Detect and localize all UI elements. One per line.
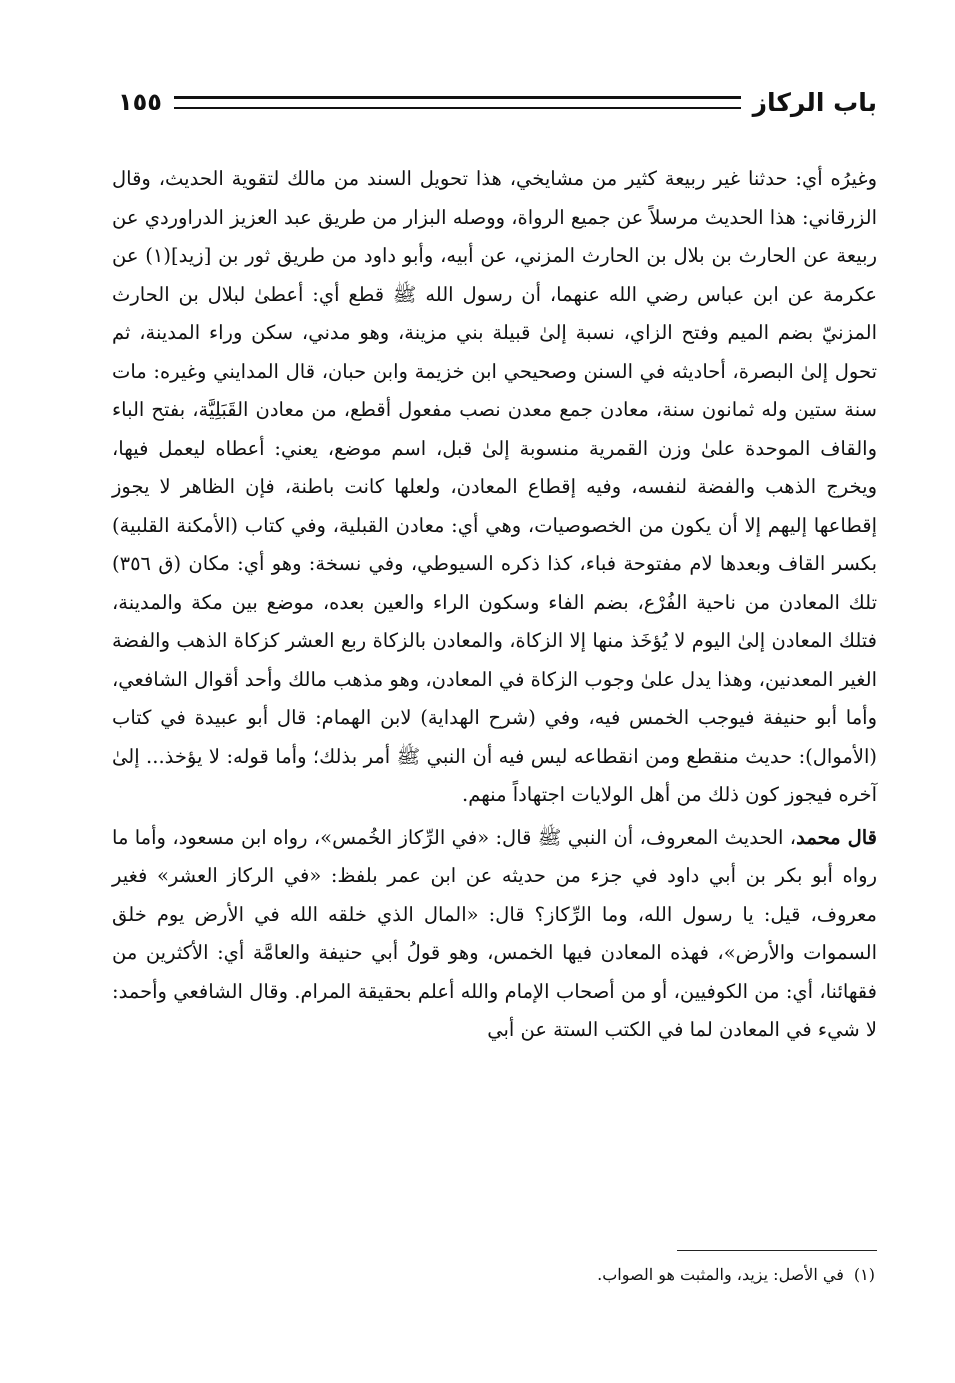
- paragraph-commentary: وغيرُه أي: حدثنا غير ربيعة كثير من مشايخي، هذا تحويل السند من مالك لتقوية الحديث، وقال الزرقاني: هذا الحديث مرسلاً عن جميع الرواة، ووصله البزار من طريق عبد العزيز الدراوردي عن ربيعة عن الحارث بن بلال بن الحارث المزني، عن أبيه، وأبو داود من طريق ثور بن [زيد](١) عن عكرمة عن ابن عباس رضي الله عنهما، أن رسول الله ﷺ قطع أي: أعطىٰ لبلال بن الحارث المزنيّ بضم الميم وفتح الزاي، نسبة إلىٰ قبيلة بني مزينة، وهو مدني، سكن وراء المدينة، ثم تحول إلىٰ البصرة، أحاديثه في السنن وصحيحي ابن خزيمة وابن حبان، قال المدايني وغيره: مات سنة ستين وله ثمانون سنة، معادن جمع معدن نصب مفعول أقطع، من معادن القَبَلِيَّة، بفتح الباء والقاف الموحدة علىٰ وزن القمرية منسوبة إلىٰ قبل، اسم موضع، يعني: أعطاه ليعمل فيها، ويخرج الذهب والفضة لنفسه، وفيه إقطاع المعادن، ولعلها كانت باطنة، فإن الظاهر لا يجوز إقطاعها إليهم إلا أن يكون من الخصوصيات، وهي أي: معادن القبلية، وفي كتاب (الأمكنة القلبية) بكسر القاف وبعدها لام مفتوحة فباء، كذا ذكره السيوطي، وفي نسخة: وهو أي: مكان (ق ٣٥٦) تلك المعادن من ناحية الفُرْع، بضم الفاء وسكون الراء والعين بعده، موضع بين مكة والمدينة، فتلك المعادن إلىٰ اليوم لا يُؤخَذ منها إلا الزكاة، والمعادن بالزكاة ربع العشر كزكاة الذهب والفضة الغير المعدنين، وهذا يدل علىٰ وجوب الزكاة في المعادن، وهو مذهب مالك وأحد أقوال الشافعي، وأما أبو حنيفة فيوجب الخمس فيه، وفي (شرح الهداية) لابن الهمام: قال أبو عبيدة في كتاب (الأموال): حديث منقطع ومن انقطاعه ليس فيه أن النبي ﷺ أمر بذلك؛ وأما قوله: لا يؤخذ... إلىٰ آخره فيجوز كون ذلك من أهل الولايات اجتهاداً منهم.: [112, 167, 877, 806]
- running-header: [118, 82, 877, 122]
- footnote: [112, 1262, 875, 1288]
- footnote-text: في الأصل: يزيد، والمثبت هو الصواب.: [597, 1265, 844, 1284]
- footnote-rule: [677, 1250, 877, 1251]
- page-number: ١٥٥: [118, 88, 162, 116]
- paragraph-lead: قال محمد: [796, 825, 877, 849]
- chapter-title: باب الركاز: [752, 87, 877, 117]
- paragraph-text: ، الحديث المعروف، أن النبي ﷺ قال: «في الرِّكاز الخُمس»، رواه ابن مسعود، وأما ما رواه أبو بكر بن أبي داود في جزء من حديثه عن ابن عمر بلفظ: «في الركاز العشر» فغير معروف، قيل: يا رسول الله، وما الرِّكاز؟ قال: «المال الذي خلقه الله في الأرض يوم خلق السموات والأرض»، فهذه المعادن فيها الخمس، وهو قولُ أبي حنيفة والعامَّة أي: الأكثرين من فقهائنا، أي: من الكوفيين، أو من أصحاب الإمام والله أعلم بحقيقة المرام. وقال الشافعي وأحمد: لا شيء في المعادن لما في الكتب الستة عن أبي: [112, 825, 877, 1041]
- header-rule: [174, 96, 741, 109]
- footnote-marker: (١): [853, 1265, 875, 1284]
- paragraph-qala-muhammad: [112, 819, 877, 1050]
- main-text: [112, 160, 877, 1050]
